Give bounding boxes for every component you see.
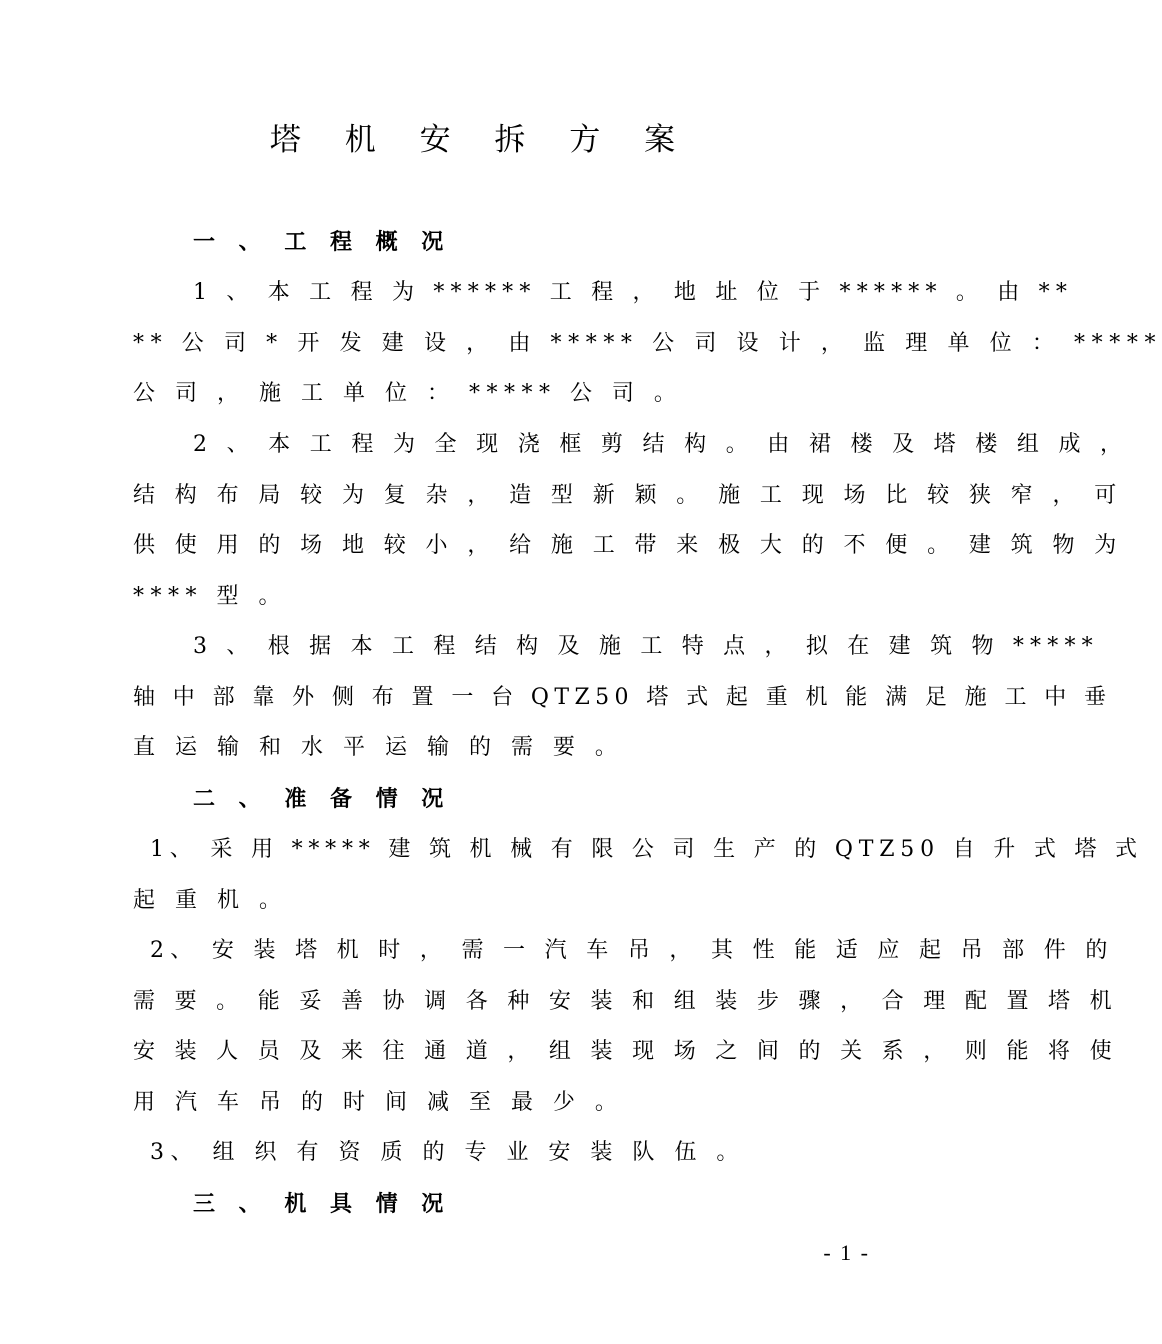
section-heading-2: 二 、 准 备 情 况 — [193, 786, 452, 812]
paragraph-line: 公 司 ， 施 工 单 位 ： ***** 公 司 。 — [133, 381, 683, 406]
paragraph-line: 直 运 输 和 水 平 运 输 的 需 要 。 — [133, 735, 624, 760]
paragraph-line: 用 汽 车 吊 的 时 间 减 至 最 少 。 — [133, 1090, 624, 1115]
paragraph-line: 安 装 人 员 及 来 往 通 道 ， 组 装 现 场 之 间 的 关 系 ， 则 能 将 使 — [133, 1039, 1118, 1064]
paragraph-line: 2 、 本 工 程 为 全 现 浇 框 剪 结 构 。 由 裙 楼 及 塔 楼 组 成 ， — [193, 432, 1129, 457]
paragraph-line: ** 公 司 * 开 发 建 设 ， 由 ***** 公 司 设 计 ， 监 理 单 位 ： ***** — [133, 331, 1162, 356]
paragraph-line: 起 重 机 。 — [133, 888, 288, 913]
section-heading-3: 三 、 机 具 情 况 — [193, 1191, 452, 1217]
paragraph-line: 1、 采 用 ***** 建 筑 机 械 有 限 公 司 生 产 的 QTZ50 自 升 式 塔 式 — [150, 837, 1143, 862]
document-title: 塔 机 安 拆 方 案 — [269, 122, 693, 158]
paragraph-line: 供 使 用 的 场 地 较 小 ， 给 施 工 带 来 极 大 的 不 便 。 建 筑 物 为 — [133, 533, 1123, 558]
section-heading-1: 一 、 工 程 概 况 — [193, 229, 452, 255]
paragraph-line: 结 构 布 局 较 为 复 杂 ， 造 型 新 颖 。 施 工 现 场 比 较 狭 窄 ， 可 — [133, 483, 1123, 508]
paragraph-line: 3、 组 织 有 资 质 的 专 业 安 装 队 伍 。 — [150, 1140, 745, 1165]
paragraph-line: 3 、 根 据 本 工 程 结 构 及 施 工 特 点 ， 拟 在 建 筑 物 ***** — [193, 634, 1099, 659]
paragraph-line: 需 要 。 能 妥 善 协 调 各 种 安 装 和 组 装 步 骤 ， 合 理 配 置 塔 机 — [133, 989, 1118, 1014]
paragraph-line: 2、 安 装 塔 机 时 ， 需 一 汽 车 吊 ， 其 性 能 适 应 起 吊 部 件 的 — [150, 938, 1114, 963]
paragraph-line: 轴 中 部 靠 外 侧 布 置 一 台 QTZ50 塔 式 起 重 机 能 满 足 施 工 中 垂 — [133, 685, 1112, 710]
paragraph-line: 1 、 本 工 程 为 ****** 工 程 ， 地 址 位 于 ****** 。 由 ** — [193, 280, 1074, 305]
page-number: - 1 - — [823, 1240, 870, 1265]
paragraph-line: **** 型 。 — [133, 584, 287, 609]
